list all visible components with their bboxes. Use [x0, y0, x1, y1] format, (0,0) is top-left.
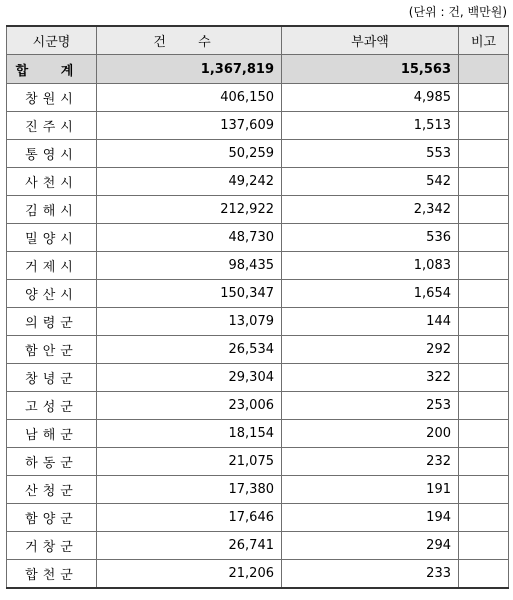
column-header-count: 건 수 — [97, 26, 282, 55]
table-row — [7, 476, 509, 504]
amount-cell: 553 — [282, 140, 459, 168]
note-cell — [459, 140, 509, 168]
amount-cell: 191 — [282, 476, 459, 504]
note-cell — [459, 476, 509, 504]
note-cell — [459, 364, 509, 392]
note-cell — [459, 252, 509, 280]
count-cell: 17,380 — [97, 476, 282, 504]
count-cell: 150,347 — [97, 280, 282, 308]
column-header-name: 시군명 — [7, 26, 97, 55]
table-header — [7, 26, 509, 55]
count-cell: 49,242 — [97, 168, 282, 196]
count-cell: 50,259 — [97, 140, 282, 168]
column-header-amount: 부과액 — [282, 26, 459, 55]
header-row — [7, 26, 509, 55]
note-cell — [459, 504, 509, 532]
column-header-note: 비고 — [459, 26, 509, 55]
table-row — [7, 364, 509, 392]
total-label: 합 계 — [7, 55, 97, 84]
table-row — [7, 196, 509, 224]
count-cell: 48,730 — [97, 224, 282, 252]
note-cell — [459, 420, 509, 448]
table-row — [7, 504, 509, 532]
table-row — [7, 560, 509, 589]
note-cell — [459, 196, 509, 224]
table-body — [7, 55, 509, 589]
table-row — [7, 140, 509, 168]
count-cell: 13,079 — [97, 308, 282, 336]
table-row — [7, 168, 509, 196]
region-name-cell: 합천군 — [7, 560, 97, 589]
amount-cell: 1,654 — [282, 280, 459, 308]
region-name-cell: 남해군 — [7, 420, 97, 448]
note-cell — [459, 84, 509, 112]
amount-cell: 200 — [282, 420, 459, 448]
table-row — [7, 84, 509, 112]
table-row — [7, 280, 509, 308]
total-amount: 15,563 — [282, 55, 459, 84]
amount-cell: 542 — [282, 168, 459, 196]
count-cell: 23,006 — [97, 392, 282, 420]
region-name-cell: 통영시 — [7, 140, 97, 168]
region-name-cell: 함안군 — [7, 336, 97, 364]
note-cell — [459, 280, 509, 308]
amount-cell: 4,985 — [282, 84, 459, 112]
amount-cell: 292 — [282, 336, 459, 364]
note-cell — [459, 336, 509, 364]
region-name-cell: 양산시 — [7, 280, 97, 308]
table-row — [7, 448, 509, 476]
region-name-cell: 사천시 — [7, 168, 97, 196]
table-row — [7, 308, 509, 336]
count-cell: 18,154 — [97, 420, 282, 448]
note-cell — [459, 392, 509, 420]
count-cell: 21,075 — [97, 448, 282, 476]
amount-cell: 294 — [282, 532, 459, 560]
amount-cell: 232 — [282, 448, 459, 476]
count-cell: 212,922 — [97, 196, 282, 224]
amount-cell: 194 — [282, 504, 459, 532]
region-name-cell: 창원시 — [7, 84, 97, 112]
amount-cell: 233 — [282, 560, 459, 589]
region-name-cell: 거창군 — [7, 532, 97, 560]
region-name-cell: 진주시 — [7, 112, 97, 140]
table-row — [7, 532, 509, 560]
region-name-cell: 하동군 — [7, 448, 97, 476]
region-name-cell: 거제시 — [7, 252, 97, 280]
amount-cell: 253 — [282, 392, 459, 420]
total-count: 1,367,819 — [97, 55, 282, 84]
table-row — [7, 252, 509, 280]
note-cell — [459, 560, 509, 589]
amount-cell: 1,083 — [282, 252, 459, 280]
note-cell — [459, 112, 509, 140]
table-row — [7, 420, 509, 448]
table-row — [7, 336, 509, 364]
note-cell — [459, 168, 509, 196]
count-cell: 29,304 — [97, 364, 282, 392]
table-row — [7, 224, 509, 252]
count-cell: 21,206 — [97, 560, 282, 589]
region-name-cell: 고성군 — [7, 392, 97, 420]
amount-cell: 1,513 — [282, 112, 459, 140]
region-name-cell: 산청군 — [7, 476, 97, 504]
note-cell — [459, 532, 509, 560]
count-cell: 26,534 — [97, 336, 282, 364]
region-name-cell: 밀양시 — [7, 224, 97, 252]
region-name-cell: 창녕군 — [7, 364, 97, 392]
count-cell: 26,741 — [97, 532, 282, 560]
amount-cell: 322 — [282, 364, 459, 392]
count-cell: 137,609 — [97, 112, 282, 140]
note-cell — [459, 224, 509, 252]
count-cell: 406,150 — [97, 84, 282, 112]
count-cell: 98,435 — [97, 252, 282, 280]
note-cell — [459, 308, 509, 336]
region-name-cell: 함양군 — [7, 504, 97, 532]
unit-note: (단위 : 건, 백만원) — [408, 5, 507, 19]
region-name-cell: 의령군 — [7, 308, 97, 336]
amount-cell: 2,342 — [282, 196, 459, 224]
count-cell: 17,646 — [97, 504, 282, 532]
amount-cell: 144 — [282, 308, 459, 336]
table-row — [7, 392, 509, 420]
total-row — [7, 55, 509, 84]
tax-statistics-table — [6, 25, 509, 589]
table-row — [7, 112, 509, 140]
amount-cell: 536 — [282, 224, 459, 252]
region-name-cell: 김해시 — [7, 196, 97, 224]
total-note — [459, 55, 509, 84]
note-cell — [459, 448, 509, 476]
